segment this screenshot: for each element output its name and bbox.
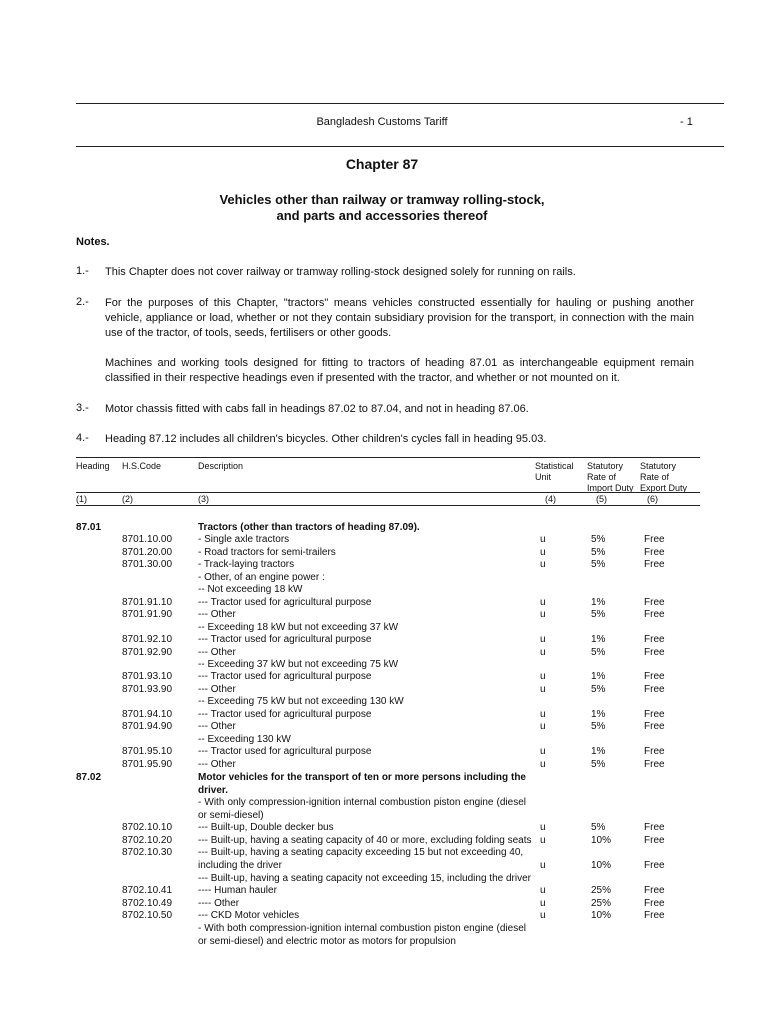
unit-cell: u [540,671,546,683]
hs-code-cell: 8701.92.10 [122,634,173,646]
unit-cell: u [540,609,546,621]
export-rate-cell: Free [644,683,665,695]
description-cell: - Single axle tractors [198,534,290,546]
description-cell: --- CKD Motor vehicles [198,910,300,922]
export-rate-cell: Free [644,596,665,608]
table-row [0,671,768,684]
heading-cell: 87.01 [76,522,102,533]
export-rate-cell: Free [644,860,665,871]
export-rate-cell: Free [644,910,665,922]
column-header-unit [535,461,574,483]
chapter-title [0,192,764,224]
unit-cell: u [540,534,546,546]
unit-cell: u [540,885,546,896]
chapter-title-line-1: Vehicles other than railway or tramway rolling-stock, [219,192,545,207]
import-rate-cell: 5% [591,721,606,733]
hs-code-cell: 8702.10.49 [122,897,173,909]
table-row [0,547,768,560]
column-number: (3) [198,494,209,504]
import-rate-cell: 10% [591,910,612,922]
hs-code-cell: 8701.20.00 [122,546,173,558]
description-cell: including the driver [198,860,282,871]
table-row [0,898,768,911]
table-row [0,873,768,886]
heading-8702-description: Motor vehicles for the transport of ten or more persons including the driver. [198,772,526,796]
unit-cell: u [540,683,546,695]
import-rate-cell: 5% [591,546,606,558]
description-cell: -- Exceeding 18 kW but not exceeding 37 kW [198,621,399,633]
table-row [0,847,768,860]
table-row [0,721,768,734]
import-rate-cell: 5% [591,822,606,833]
unit-cell: u [540,897,546,909]
import-rate-cell: 1% [591,671,606,683]
description-cell: -- Exceeding 37 kW but not exceeding 75 kW [198,658,399,670]
column-number: (6) [647,494,658,504]
export-rate-cell: Free [644,559,665,571]
export-rate-cell: Free [644,671,665,683]
column-header-import-line-2: Rate of [587,472,617,482]
unit-cell: u [540,746,546,758]
import-rate-cell: 1% [591,596,606,608]
column-header-import-line-3: Import Duty [587,483,634,493]
table-row [0,634,768,647]
unit-cell: u [540,634,546,646]
import-rate-cell: 25% [591,897,612,909]
header-bottom-rule [76,146,724,147]
table-row [0,597,768,610]
chapter-title-line-2: and parts and accessories thereof [276,208,488,223]
table-row [0,885,768,898]
description-cell: --- Tractor used for agricultural purpose [198,746,372,758]
unit-cell: u [540,834,546,846]
table-row [0,835,768,848]
unit-cell: u [540,758,546,770]
import-rate-cell: 5% [591,646,606,658]
import-rate-cell: 5% [591,758,606,770]
note-text: Motor chassis fitted with cabs fall in headings 87.02 to 87.04, and not in heading 87.06. [105,403,529,415]
hs-code-cell: 8701.94.10 [122,708,173,720]
import-rate-cell: 1% [591,634,606,646]
export-rate-cell: Free [644,634,665,646]
table-row [0,709,768,722]
column-header-import-duty [587,461,634,494]
unit-cell: u [540,708,546,720]
column-number: (5) [596,494,607,504]
column-number-bottom-rule [76,505,700,506]
description-cell: --- Other [198,609,236,621]
hs-code-cell: 8702.10.30 [122,847,173,858]
description-cell: --- Tractor used for agricultural purpose [198,671,372,683]
unit-cell: u [540,721,546,733]
note-number: 2.- [76,296,89,308]
column-header-hs-code: H.S.Code [122,461,162,471]
table-row [0,759,768,772]
hs-code-cell: 8701.30.00 [122,559,173,571]
hs-code-cell: 8702.10.20 [122,834,173,846]
description-cell: --- Other [198,646,236,658]
hs-code-cell: 8701.95.90 [122,758,173,770]
table-row [0,559,768,572]
note-text: Machines and working tools designed for fitting to tractors of heading 87.01 as interchangeable equipment remain classified in their respective headings even if presented with the tractor, and whether or not mounted on it. [105,357,694,384]
import-rate-cell: 5% [591,609,606,621]
column-number: (2) [122,494,133,504]
description-cell: -- Exceeding 130 kW [198,733,291,745]
export-rate-cell: Free [644,746,665,758]
page-number: - 1 [680,116,693,128]
export-rate-cell: Free [644,708,665,720]
table-row [0,584,768,597]
description-cell: -- Not exceeding 18 kW [198,584,303,596]
export-rate-cell: Free [644,609,665,621]
note-number: 3.- [76,402,89,414]
hs-code-cell: 8702.10.10 [122,822,173,833]
unit-cell: u [540,546,546,558]
import-rate-cell: 5% [591,534,606,546]
column-header-export-line-1: Statutory [640,461,677,471]
description-cell: ---- Human hauler [198,885,277,896]
hs-code-cell: 8701.91.90 [122,609,173,621]
note-text: This Chapter does not cover railway or tramway rolling-stock designed solely for running on rails. [105,266,576,278]
column-number: (1) [76,494,87,504]
column-number: (4) [545,494,556,504]
export-rate-cell: Free [644,834,665,846]
table-row [0,609,768,622]
column-header-export-line-2: Rate of [640,472,670,482]
hs-code-cell: 8701.94.90 [122,721,173,733]
description-cell: - Road tractors for semi-trailers [198,546,336,558]
export-rate-cell: Free [644,885,665,896]
note-text: Heading 87.12 includes all children's bicycles. Other children's cycles fall in heading 95.03. [105,433,547,445]
hs-code-cell: 8701.93.90 [122,683,173,695]
table-row [0,522,768,535]
description-cell: --- Other [198,758,236,770]
table-row [0,696,768,709]
hs-code-cell: 8701.93.10 [122,671,173,683]
import-rate-cell: 25% [591,885,612,896]
export-rate-cell: Free [644,758,665,770]
hs-code-cell: 8702.10.50 [122,910,173,922]
table-row [0,647,768,660]
description-cell: Tractors (other than tractors of heading 87.09). [198,522,420,533]
export-rate-cell: Free [644,721,665,733]
unit-cell: u [540,596,546,608]
table-top-rule [76,457,700,458]
description-cell: --- Other [198,683,236,695]
note-text: For the purposes of this Chapter, "tractors" means vehicles constructed essentially for hauling or pushing another vehicle, appliance or load, whether or not they contain subsidiary provision for the transport, in connection with the main use of the tractor, of tools, seeds, fertilisers or other goods. [105,297,694,339]
table-row [0,910,768,923]
table-row [0,684,768,697]
table-row [0,860,768,873]
description-cell: --- Built-up, having a seating capacity exceeding 15 but not exceeding 40, [198,847,524,858]
table-row [0,734,768,747]
import-rate-cell: 10% [591,834,612,846]
description-cell: - Other, of an engine power : [198,571,325,583]
hs-code-cell: 8702.10.41 [122,885,173,896]
notes-heading: Notes. [76,236,110,248]
import-rate-cell: 5% [591,559,606,571]
unit-cell: u [540,860,546,871]
description-cell: --- Built-up, having a seating capacity of 40 or more, excluding folding seats [198,834,532,846]
description-cell: --- Tractor used for agricultural purpose [198,634,372,646]
unit-cell: u [540,559,546,571]
subheading-description: - With only compression-ignition internal combustion piston engine (diesel or semi-diesel) [198,797,526,821]
heading-cell: 87.02 [76,772,102,783]
description-cell: ---- Other [198,897,240,909]
top-rule [76,103,724,104]
hs-code-cell: 8701.10.00 [122,534,173,546]
column-header-heading: Heading [76,461,110,471]
export-rate-cell: Free [644,546,665,558]
subheading-description: - With both compression-ignition internal combustion piston engine (diesel or semi-diesel) and electric motor as motors for propulsion [198,923,526,947]
chapter-heading: Chapter 87 [345,156,419,172]
hs-code-cell: 8701.91.10 [122,596,173,608]
unit-cell: u [540,910,546,922]
hs-code-cell: 8701.95.10 [122,746,173,758]
column-header-unit-line-2: Unit [535,472,552,482]
description-cell: --- Tractor used for agricultural purpose [198,596,372,608]
description-cell: - Track-laying tractors [198,559,295,571]
column-header-unit-line-1: Statistical [535,461,574,471]
export-rate-cell: Free [644,646,665,658]
column-number-top-rule [76,492,700,493]
column-header-description: Description [198,461,244,471]
note-number: 4.- [76,432,89,444]
table-row [0,572,768,585]
table-row [0,746,768,759]
description-cell: --- Built-up, Double decker bus [198,822,334,833]
table-row [0,822,768,835]
description-cell: --- Other [198,721,236,733]
export-rate-cell: Free [644,822,665,833]
description-cell: -- Exceeding 75 kW but not exceeding 130 kW [198,696,404,708]
unit-cell: u [540,646,546,658]
export-rate-cell: Free [644,897,665,909]
export-rate-cell: Free [644,534,665,546]
table-row [0,534,768,547]
import-rate-cell: 10% [591,860,612,871]
column-header-export-line-3: Export Duty [640,483,688,493]
description-cell: --- Tractor used for agricultural purpose [198,708,372,720]
table-row [0,659,768,672]
document-header-title: Bangladesh Customs Tariff [316,116,448,128]
table-row [0,622,768,635]
import-rate-cell: 5% [591,683,606,695]
description-cell: --- Built-up, having a seating capacity not exceeding 15, including the driver [198,873,531,884]
column-header-export-duty [640,461,687,494]
hs-code-cell: 8701.92.90 [122,646,173,658]
note-number: 1.- [76,265,89,277]
unit-cell: u [540,822,546,833]
import-rate-cell: 1% [591,746,606,758]
import-rate-cell: 1% [591,708,606,720]
column-header-import-line-1: Statutory [587,461,624,471]
